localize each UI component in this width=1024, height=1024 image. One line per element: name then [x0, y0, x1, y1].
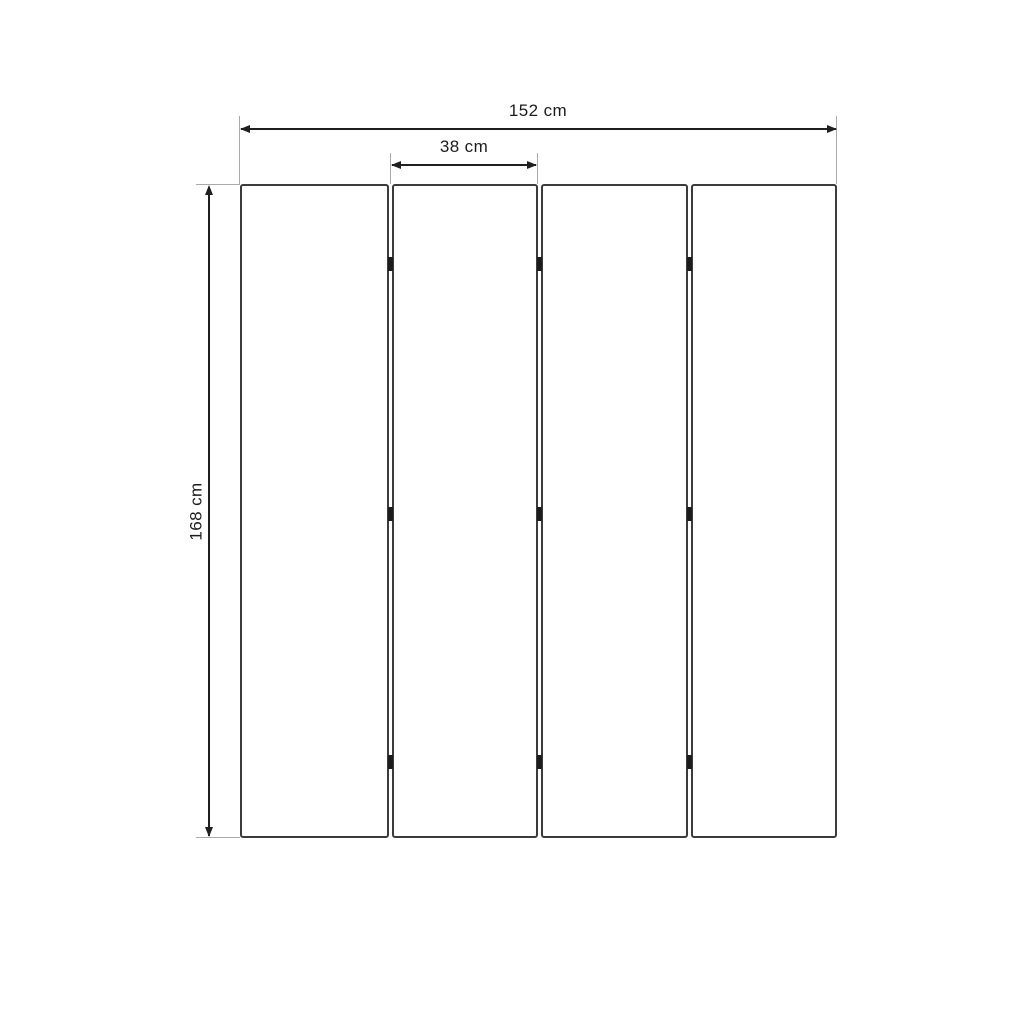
extension-line	[196, 184, 240, 185]
arrowhead-right-icon	[527, 161, 537, 169]
extension-line	[537, 153, 538, 184]
height-label: 168 cm	[186, 482, 206, 541]
hinge-mark	[687, 507, 692, 521]
panel-width-label: 38 cm	[439, 137, 489, 156]
arrowhead-left-icon	[391, 161, 401, 169]
arrowhead-up-icon	[205, 185, 213, 195]
screen-panel-1	[240, 184, 389, 838]
hinge-mark	[388, 755, 393, 769]
screen-panel-4	[691, 184, 837, 838]
hinge-mark	[537, 257, 542, 271]
arrowhead-right-icon	[827, 125, 837, 133]
total-width-label: 152 cm	[508, 101, 568, 120]
screen-panel-3	[541, 184, 688, 838]
hinge-mark	[388, 507, 393, 521]
hinge-mark	[537, 507, 542, 521]
arrowhead-down-icon	[205, 827, 213, 837]
hinge-mark	[537, 755, 542, 769]
panel-width-dimension-line	[392, 164, 536, 166]
total-width-dimension-line	[241, 128, 836, 130]
hinge-mark	[687, 257, 692, 271]
screen-panel-2	[392, 184, 538, 838]
height-dimension-line	[208, 187, 210, 836]
hinge-mark	[388, 257, 393, 271]
extension-line	[196, 837, 240, 838]
arrowhead-left-icon	[240, 125, 250, 133]
hinge-mark	[687, 755, 692, 769]
